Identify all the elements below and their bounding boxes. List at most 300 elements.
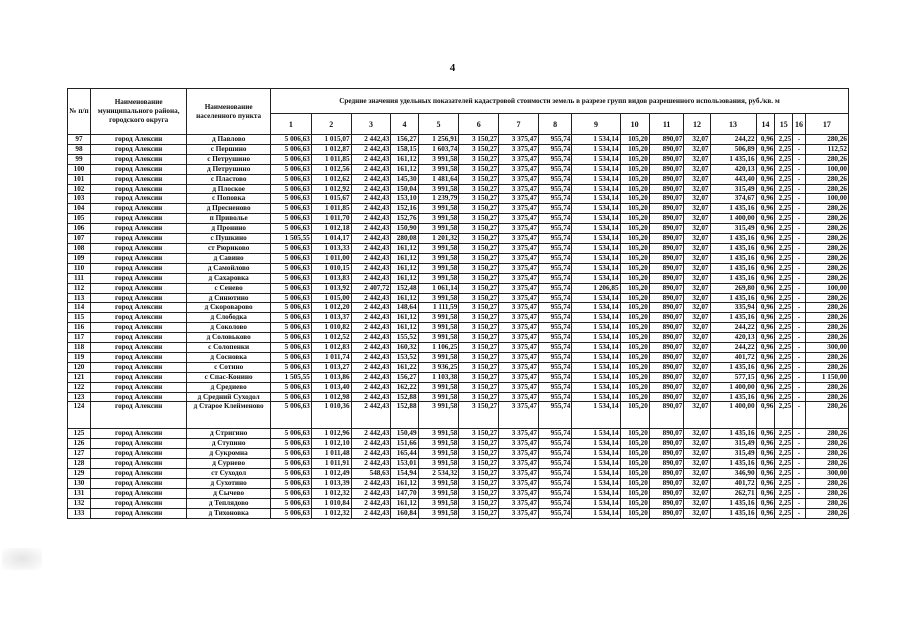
cell-value-col-8: 955,74 [538, 283, 571, 293]
header-col-15: 15 [775, 114, 793, 135]
cell-value-col-14: 0,96 [756, 144, 775, 154]
cell-value-col-9: 1 534,14 [572, 439, 620, 449]
cell-value-col-17: 280,26 [805, 488, 848, 498]
cell-value-col-2: 1 012,98 [311, 392, 351, 402]
cell-value-col-5: 3 991,58 [418, 508, 459, 518]
cell-value-col-10: 105,20 [620, 293, 649, 303]
cell-value-col-8: 955,74 [538, 352, 571, 362]
cell-value-col-16: - [793, 343, 806, 353]
cell-district: город Алексин [91, 263, 187, 273]
cell-value-col-12: 32,07 [684, 333, 710, 343]
cell-value-col-6: 3 150,27 [459, 392, 499, 402]
cell-row-number: 123 [68, 392, 91, 402]
cell-value-col-12: 32,07 [684, 362, 710, 372]
cell-value-col-6: 3 150,27 [459, 508, 499, 518]
cell-value-col-15: 2,25 [775, 283, 793, 293]
cell-value-col-2: 1 015,67 [311, 194, 351, 204]
cell-value-col-3: 2 442,43 [351, 429, 391, 439]
cell-value-col-6: 3 150,27 [459, 184, 499, 194]
cell-value-col-3: 2 442,43 [351, 194, 391, 204]
cell-value-col-8: 955,74 [538, 243, 571, 253]
cell-value-col-2: 1 012,56 [311, 164, 351, 174]
cell-value-col-17: 100,00 [805, 194, 848, 204]
cell-value-col-12: 32,07 [684, 488, 710, 498]
cell-value-col-9: 1 534,14 [572, 372, 620, 382]
cell-row-number: 130 [68, 479, 91, 489]
cell-value-col-10: 105,20 [620, 135, 649, 145]
cell-value-col-17: 280,26 [805, 154, 848, 164]
cell-value-col-12: 32,07 [684, 352, 710, 362]
cell-value-col-5: 3 991,58 [418, 333, 459, 343]
cell-value-col-9: 1 534,14 [572, 303, 620, 313]
cell-settlement: д Средний Суходол [187, 392, 271, 402]
cell-value-col-8: 955,74 [538, 174, 571, 184]
cell-value-col-5: 3 991,58 [418, 214, 459, 224]
cell-value-col-3: 548,63 [351, 469, 391, 479]
table-row [68, 313, 849, 323]
cell-row-number: 100 [68, 164, 91, 174]
cell-value-col-14: 0,96 [756, 253, 775, 263]
cell-value-col-15: 2,25 [775, 352, 793, 362]
cell-value-col-5: 1 239,79 [418, 194, 459, 204]
cell-value-col-12: 32,07 [684, 243, 710, 253]
cell-value-col-8: 955,74 [538, 382, 571, 392]
cell-value-col-2: 1 012,10 [311, 439, 351, 449]
cell-value-col-12: 32,07 [684, 253, 710, 263]
cell-value-col-2: 1 013,39 [311, 479, 351, 489]
cell-value-col-3: 2 442,43 [351, 303, 391, 313]
cell-value-col-3: 2 442,43 [351, 323, 391, 333]
cell-value-col-16: - [793, 372, 806, 382]
cell-value-col-1: 5 006,63 [271, 283, 312, 293]
cell-value-col-10: 105,20 [620, 429, 649, 439]
cell-row-number: 127 [68, 449, 91, 459]
cell-settlement: с Поповка [187, 194, 271, 204]
cell-value-col-10: 105,20 [620, 392, 649, 402]
cell-value-col-7: 3 375,47 [499, 459, 539, 469]
cell-settlement: д Соловьково [187, 333, 271, 343]
cell-value-col-16: - [793, 469, 806, 479]
table-row [68, 498, 849, 508]
cell-row-number: 103 [68, 194, 91, 204]
table-row [68, 469, 849, 479]
table-row [68, 214, 849, 224]
cell-value-col-17: 280,26 [805, 253, 848, 263]
cell-value-col-9: 1 534,14 [572, 469, 620, 479]
cell-value-col-17: 280,26 [805, 352, 848, 362]
cell-value-col-6: 3 150,27 [459, 273, 499, 283]
cell-value-col-12: 32,07 [684, 164, 710, 174]
cell-value-col-13: 1 435,16 [710, 293, 756, 303]
cell-value-col-13: 401,72 [710, 479, 756, 489]
cell-value-col-5: 3 991,58 [418, 313, 459, 323]
cell-value-col-11: 890,07 [649, 508, 684, 518]
cell-value-col-11: 890,07 [649, 174, 684, 184]
cell-value-col-3: 2 442,43 [351, 253, 391, 263]
cell-value-col-17: 280,26 [805, 224, 848, 234]
cell-value-col-2: 1 012,49 [311, 469, 351, 479]
cell-row-number: 119 [68, 352, 91, 362]
cell-value-col-1: 5 006,63 [271, 184, 312, 194]
cell-value-col-14: 0,96 [756, 293, 775, 303]
cell-district: город Алексин [91, 439, 187, 449]
cell-settlement: д Ступино [187, 439, 271, 449]
cell-value-col-2: 1 011,00 [311, 253, 351, 263]
cell-value-col-9: 1 534,14 [572, 429, 620, 439]
cell-value-col-14: 0,96 [756, 508, 775, 518]
cell-value-col-10: 105,20 [620, 303, 649, 313]
cell-value-col-13: 443,40 [710, 174, 756, 184]
cell-value-col-14: 0,96 [756, 313, 775, 323]
cell-value-col-16: - [793, 253, 806, 263]
cell-value-col-1: 5 006,63 [271, 174, 312, 184]
cell-settlement: д Самойлово [187, 263, 271, 273]
cell-value-col-17: 280,26 [805, 508, 848, 518]
cell-value-col-5: 3 991,58 [418, 382, 459, 392]
cell-settlement: с Пушкино [187, 234, 271, 244]
cell-value-col-7: 3 375,47 [499, 214, 539, 224]
cell-district: город Алексин [91, 253, 187, 263]
cell-value-col-5: 1 061,14 [418, 283, 459, 293]
cell-value-col-5: 3 991,58 [418, 293, 459, 303]
cell-district: город Алексин [91, 343, 187, 353]
cell-value-col-15: 2,25 [775, 323, 793, 333]
header-col-9: 9 [572, 114, 620, 135]
cell-value-col-13: 1 435,16 [710, 273, 756, 283]
cell-value-col-4: 155,52 [391, 333, 418, 343]
cell-value-col-2: 1 011,48 [311, 449, 351, 459]
cell-value-col-16: - [793, 293, 806, 303]
table-row [68, 174, 849, 184]
cell-value-col-9: 1 534,14 [572, 343, 620, 353]
cell-settlement: с Сотино [187, 362, 271, 372]
cell-value-col-14: 0,96 [756, 184, 775, 194]
header-district: Наименование муниципального района, городского округа [91, 89, 187, 135]
cell-value-col-2: 1 012,87 [311, 144, 351, 154]
cell-value-col-5: 1 256,91 [418, 135, 459, 145]
cell-value-col-2: 1 010,84 [311, 498, 351, 508]
cell-value-col-5: 3 991,58 [418, 488, 459, 498]
cell-settlement: с Першино [187, 144, 271, 154]
cell-value-col-7: 3 375,47 [499, 343, 539, 353]
cell-value-col-7: 3 375,47 [499, 234, 539, 244]
cell-value-col-14: 0,96 [756, 154, 775, 164]
cell-value-col-14: 0,96 [756, 459, 775, 469]
cell-value-col-13: 1 435,16 [710, 243, 756, 253]
cell-value-col-17: 300,00 [805, 469, 848, 479]
cell-value-col-4: 161,12 [391, 154, 418, 164]
cell-value-col-13: 262,71 [710, 488, 756, 498]
cell-value-col-3: 2 442,43 [351, 488, 391, 498]
cell-value-col-14: 0,96 [756, 498, 775, 508]
cell-value-col-13: 335,94 [710, 303, 756, 313]
cell-value-col-5: 3 991,58 [418, 439, 459, 449]
cell-value-col-6: 3 150,27 [459, 333, 499, 343]
cell-value-col-15: 2,25 [775, 449, 793, 459]
scan-smudge [2, 548, 42, 570]
cell-district: город Алексин [91, 243, 187, 253]
cell-value-col-16: - [793, 263, 806, 273]
cell-value-col-14: 0,96 [756, 204, 775, 214]
cell-value-col-4: 161,12 [391, 479, 418, 489]
cell-value-col-14: 0,96 [756, 382, 775, 392]
table-row [68, 135, 849, 145]
cell-value-col-8: 955,74 [538, 313, 571, 323]
cell-value-col-13: 244,22 [710, 135, 756, 145]
cell-settlement: с Солопенки [187, 343, 271, 353]
cell-value-col-2: 1 014,17 [311, 234, 351, 244]
cell-value-col-14: 0,96 [756, 372, 775, 382]
cell-district: город Алексин [91, 362, 187, 372]
cell-settlement: д Павлово [187, 135, 271, 145]
cell-value-col-16: - [793, 323, 806, 333]
table-row [68, 333, 849, 343]
cell-value-col-12: 32,07 [684, 204, 710, 214]
cell-value-col-7: 3 375,47 [499, 392, 539, 402]
cell-value-col-11: 890,07 [649, 362, 684, 372]
cell-value-col-7: 3 375,47 [499, 253, 539, 263]
cell-value-col-11: 890,07 [649, 273, 684, 283]
cell-value-col-10: 105,20 [620, 439, 649, 449]
cell-row-number: 98 [68, 144, 91, 154]
cell-value-col-9: 1 534,14 [572, 214, 620, 224]
cell-value-col-8: 955,74 [538, 449, 571, 459]
cell-value-col-7: 3 375,47 [499, 283, 539, 293]
cell-value-col-12: 32,07 [684, 323, 710, 333]
cell-value-col-3: 2 442,43 [351, 135, 391, 145]
cell-value-col-6: 3 150,27 [459, 144, 499, 154]
cell-value-col-15: 2,25 [775, 333, 793, 343]
cell-settlement: ст Рюриково [187, 243, 271, 253]
cadastral-value-table-wrapper [67, 88, 849, 519]
cell-district: город Алексин [91, 144, 187, 154]
cell-district: город Алексин [91, 293, 187, 303]
cell-value-col-11: 890,07 [649, 392, 684, 402]
cell-value-col-17: 280,26 [805, 392, 848, 402]
cell-value-col-4: 280,08 [391, 234, 418, 244]
cell-value-col-1: 5 006,63 [271, 392, 312, 402]
table-row [68, 164, 849, 174]
cell-row-number: 128 [68, 459, 91, 469]
cell-value-col-8: 955,74 [538, 362, 571, 372]
cell-value-col-9: 1 534,14 [572, 184, 620, 194]
table-body [68, 135, 849, 519]
cell-value-col-15: 2,25 [775, 234, 793, 244]
cell-district: город Алексин [91, 194, 187, 204]
cell-value-col-4: 152,88 [391, 402, 418, 429]
cell-row-number: 113 [68, 293, 91, 303]
cell-value-col-3: 2 442,43 [351, 402, 391, 429]
header-col-16: 16 [793, 114, 806, 135]
cell-value-col-10: 105,20 [620, 449, 649, 459]
cell-value-col-9: 1 534,14 [572, 234, 620, 244]
cell-row-number: 108 [68, 243, 91, 253]
cell-value-col-12: 32,07 [684, 174, 710, 184]
cell-value-col-10: 105,20 [620, 382, 649, 392]
table-row [68, 243, 849, 253]
cell-value-col-12: 32,07 [684, 449, 710, 459]
cell-value-col-15: 2,25 [775, 402, 793, 429]
cell-value-col-3: 2 442,43 [351, 313, 391, 323]
cell-value-col-10: 105,20 [620, 253, 649, 263]
cell-value-col-9: 1 534,14 [572, 293, 620, 303]
cell-value-col-6: 3 150,27 [459, 135, 499, 145]
cell-value-col-16: - [793, 154, 806, 164]
cell-value-col-2: 1 012,83 [311, 343, 351, 353]
cell-value-col-4: 145,30 [391, 174, 418, 184]
header-col-8: 8 [538, 114, 571, 135]
cell-value-col-4: 152,76 [391, 214, 418, 224]
cell-settlement: д Плоское [187, 184, 271, 194]
cell-value-col-6: 3 150,27 [459, 303, 499, 313]
cell-value-col-9: 1 534,14 [572, 508, 620, 518]
table-row [68, 352, 849, 362]
cell-value-col-12: 32,07 [684, 459, 710, 469]
cell-value-col-6: 3 150,27 [459, 479, 499, 489]
cell-value-col-7: 3 375,47 [499, 362, 539, 372]
table-row [68, 224, 849, 234]
cell-district: город Алексин [91, 479, 187, 489]
cell-value-col-7: 3 375,47 [499, 469, 539, 479]
cell-value-col-1: 5 006,63 [271, 263, 312, 273]
cell-value-col-14: 0,96 [756, 273, 775, 283]
cell-value-col-14: 0,96 [756, 243, 775, 253]
cell-value-col-2: 1 013,83 [311, 273, 351, 283]
cell-value-col-17: 280,26 [805, 459, 848, 469]
cell-value-col-11: 890,07 [649, 144, 684, 154]
cell-row-number: 120 [68, 362, 91, 372]
cell-value-col-16: - [793, 174, 806, 184]
cell-value-col-3: 2 407,72 [351, 283, 391, 293]
cell-value-col-13: 420,13 [710, 164, 756, 174]
cell-value-col-9: 1 534,14 [572, 498, 620, 508]
cell-value-col-7: 3 375,47 [499, 479, 539, 489]
cell-value-col-13: 1 435,16 [710, 253, 756, 263]
cell-value-col-6: 3 150,27 [459, 488, 499, 498]
cell-value-col-10: 105,20 [620, 498, 649, 508]
cell-value-col-1: 5 006,63 [271, 469, 312, 479]
cell-value-col-2: 1 012,92 [311, 184, 351, 194]
cell-value-col-11: 890,07 [649, 214, 684, 224]
table-row [68, 204, 849, 214]
cell-value-col-11: 890,07 [649, 194, 684, 204]
cell-value-col-10: 105,20 [620, 343, 649, 353]
cell-settlement: д Теплядово [187, 498, 271, 508]
cell-row-number: 115 [68, 313, 91, 323]
cell-value-col-14: 0,96 [756, 174, 775, 184]
cell-value-col-1: 5 006,63 [271, 479, 312, 489]
header-row-number: № п/п [68, 89, 91, 135]
cell-value-col-5: 3 991,58 [418, 459, 459, 469]
cell-value-col-16: - [793, 508, 806, 518]
cell-value-col-11: 890,07 [649, 263, 684, 273]
cell-value-col-4: 161,12 [391, 263, 418, 273]
cell-value-col-7: 3 375,47 [499, 498, 539, 508]
cell-value-col-6: 3 150,27 [459, 234, 499, 244]
cell-value-col-12: 32,07 [684, 214, 710, 224]
cell-value-col-11: 890,07 [649, 459, 684, 469]
cell-value-col-2: 1 013,33 [311, 243, 351, 253]
cell-value-col-6: 3 150,27 [459, 439, 499, 449]
cell-district: город Алексин [91, 273, 187, 283]
cell-value-col-17: 280,26 [805, 498, 848, 508]
cell-value-col-13: 315,49 [710, 184, 756, 194]
cell-value-col-13: 1 400,00 [710, 214, 756, 224]
cell-value-col-15: 2,25 [775, 214, 793, 224]
cell-value-col-17: 280,26 [805, 429, 848, 439]
cell-value-col-3: 2 442,43 [351, 449, 391, 459]
cell-value-col-17: 1 150,00 [805, 372, 848, 382]
cell-value-col-1: 5 006,63 [271, 303, 312, 313]
cell-value-col-17: 100,00 [805, 283, 848, 293]
cell-value-col-5: 3 991,58 [418, 392, 459, 402]
cell-value-col-9: 1 534,14 [572, 263, 620, 273]
cell-value-col-7: 3 375,47 [499, 402, 539, 429]
cell-value-col-7: 3 375,47 [499, 303, 539, 313]
cell-value-col-3: 2 442,43 [351, 372, 391, 382]
table-row [68, 293, 849, 303]
cell-value-col-2: 1 015,00 [311, 293, 351, 303]
cell-value-col-13: 1 400,00 [710, 382, 756, 392]
cell-value-col-13: 1 435,16 [710, 204, 756, 214]
cell-value-col-10: 105,20 [620, 402, 649, 429]
cell-value-col-17: 280,26 [805, 263, 848, 273]
cell-value-col-17: 280,26 [805, 402, 848, 429]
cell-value-col-10: 105,20 [620, 243, 649, 253]
cell-value-col-9: 1 534,14 [572, 243, 620, 253]
cell-district: город Алексин [91, 372, 187, 382]
cell-value-col-7: 3 375,47 [499, 204, 539, 214]
cell-value-col-14: 0,96 [756, 194, 775, 204]
cell-value-col-12: 32,07 [684, 293, 710, 303]
cell-value-col-1: 1 505,55 [271, 372, 312, 382]
cell-value-col-17: 300,00 [805, 343, 848, 353]
header-col-4: 4 [391, 114, 418, 135]
cell-value-col-8: 955,74 [538, 429, 571, 439]
cell-value-col-4: 161,12 [391, 273, 418, 283]
cell-value-col-9: 1 534,14 [572, 459, 620, 469]
cell-value-col-11: 890,07 [649, 224, 684, 234]
cell-value-col-8: 955,74 [538, 204, 571, 214]
cell-value-col-7: 3 375,47 [499, 135, 539, 145]
cell-value-col-11: 890,07 [649, 253, 684, 263]
cell-value-col-8: 955,74 [538, 439, 571, 449]
cell-row-number: 102 [68, 184, 91, 194]
cell-value-col-8: 955,74 [538, 164, 571, 174]
cell-value-col-10: 105,20 [620, 362, 649, 372]
table-row [68, 253, 849, 263]
cell-value-col-9: 1 534,14 [572, 273, 620, 283]
cell-value-col-12: 32,07 [684, 372, 710, 382]
cell-value-col-12: 32,07 [684, 508, 710, 518]
cell-value-col-10: 105,20 [620, 469, 649, 479]
cell-value-col-16: - [793, 303, 806, 313]
cell-value-col-6: 3 150,27 [459, 253, 499, 263]
cell-row-number: 117 [68, 333, 91, 343]
cell-value-col-10: 105,20 [620, 333, 649, 343]
cell-value-col-12: 32,07 [684, 429, 710, 439]
cell-settlement: д Петрушино [187, 164, 271, 174]
cell-value-col-3: 2 442,43 [351, 362, 391, 372]
cell-value-col-2: 1 013,27 [311, 362, 351, 372]
cell-value-col-9: 1 534,14 [572, 253, 620, 263]
header-col-1: 1 [271, 114, 312, 135]
cell-value-col-11: 890,07 [649, 283, 684, 293]
cell-value-col-9: 1 534,14 [572, 488, 620, 498]
cell-value-col-1: 5 006,63 [271, 323, 312, 333]
cell-value-col-2: 1 011,70 [311, 214, 351, 224]
cell-value-col-13: 506,89 [710, 144, 756, 154]
